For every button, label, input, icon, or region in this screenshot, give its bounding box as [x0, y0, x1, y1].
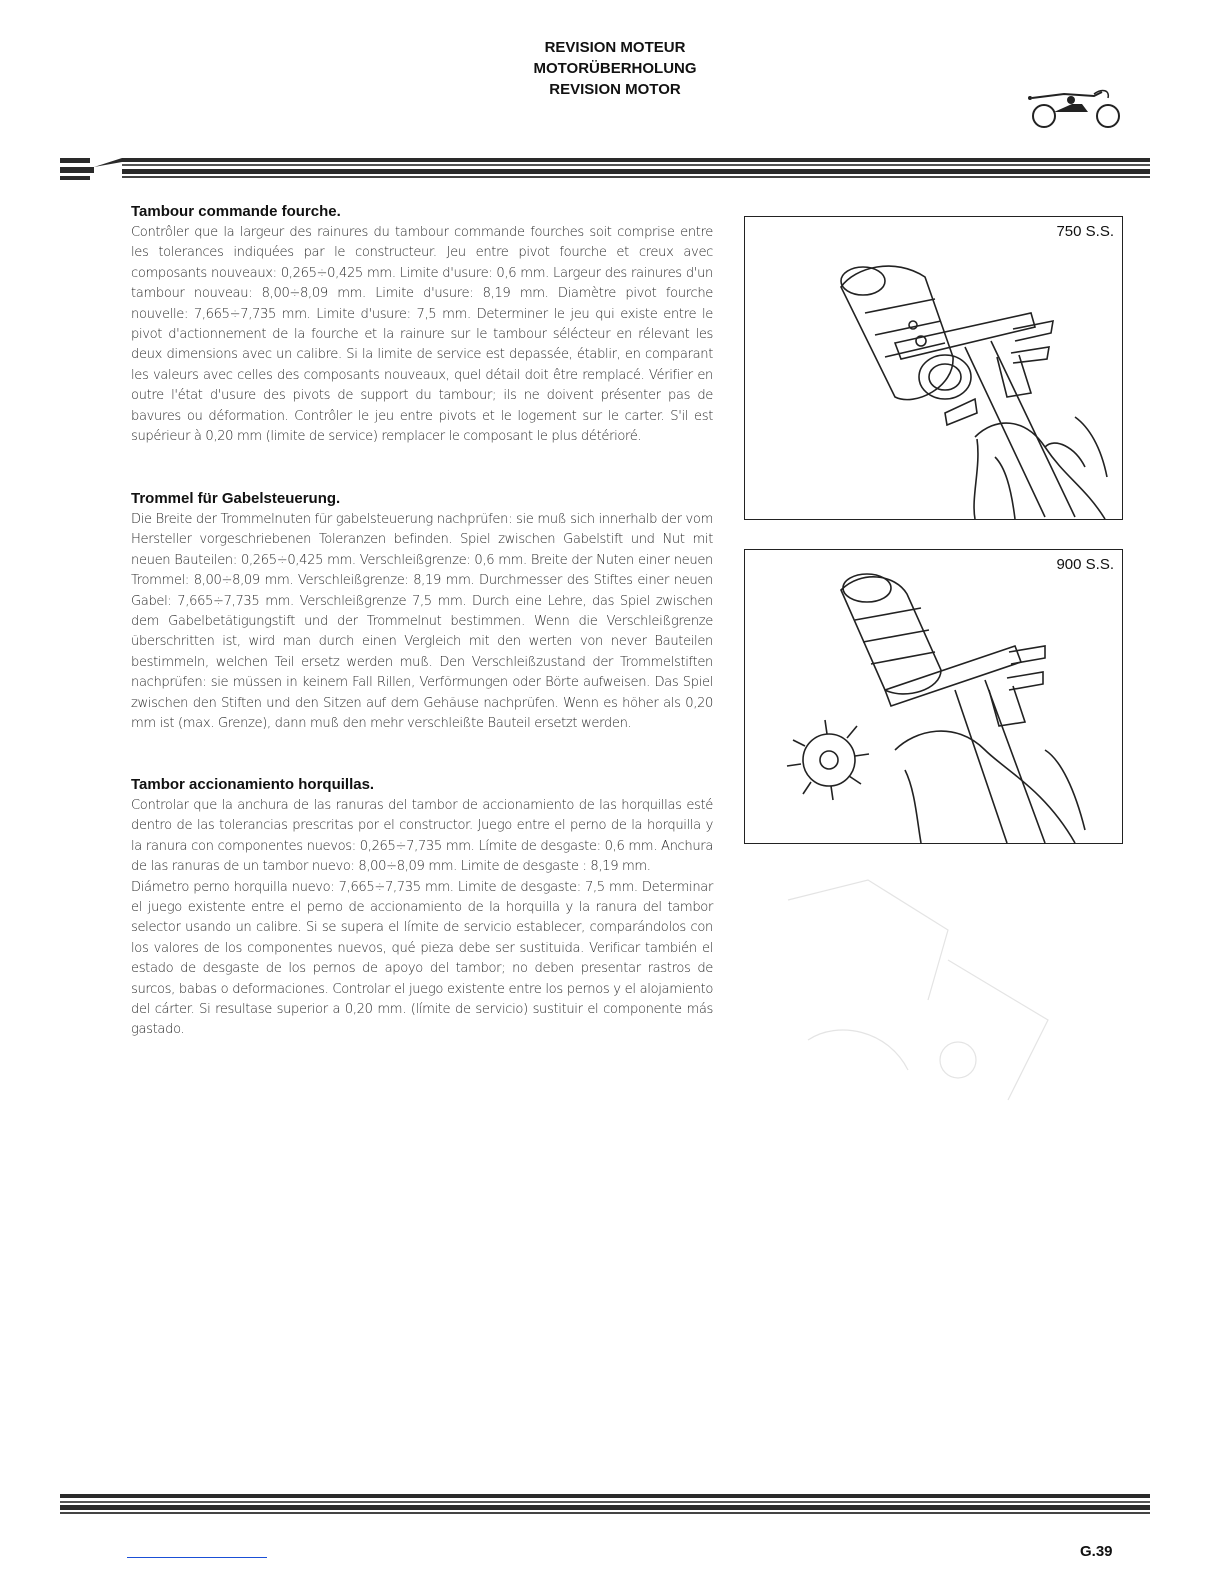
caliper-drum-gear-illustration [745, 550, 1122, 843]
section-title-fr: Tambour commande fourche. [131, 203, 341, 220]
motorcycle-icon [1024, 86, 1124, 130]
header-title-es: REVISION MOTOR [549, 81, 681, 98]
section-title-de: Trommel für Gabelsteuerung. [131, 490, 341, 507]
header-title-de: MOTORÜBERHOLUNG [533, 60, 697, 77]
section-body-de: Die Breite der Trommelnuten für gabelsteuerung nachprüfen: sie muß sich innerhalb der vom Hersteller vorgeschriebenen Toleranzen befinden. Spiel zwischen Gabelstift und Nut mit neuen Bauteilen: 0,265÷0,425 mm. Verschleißgrenze: 0,6 mm. Breite der Nuten einer neuen Trommel: 8,00÷8,09 mm. Verschleißgrenze: 8,19 mm. Durchmesser des Stiftes einer neuen Gabel: 7,665÷7,735 mm. Verschleißgrenze 7,5 mm. Durch eine Lehre, das Spiel zwischen dem Gabelbetätigungstift und der Trommelnut bestimmen. Wenn die Verschleißgrenze überschritten ist, wird man durch einen Vergleich mit den werten von never Bauteilen bestimmeln, welchen Teil ersetz werden muß. Den Verschleißzustand der Trommelstiften nachprüfen: sie müssen in keinem Fall Rillen, Verförmungen oder Börte aufweisen. Das Spiel zwischen den Stiften und den Sitzen auf dem Gehäuse nachprüfen. Wenn es höher als 0,20 mm ist (max. Grenze), dann muß den mehr verschleißte Bauteil ersetzt werden. [131, 512, 713, 732]
section-body-fr: Contrôler que la largeur des rainures du tambour commande fourches soit comprise entre les tolerances indiquées par le constructeur. Jeu entre pivot fourche et creux avec composants nouveaux: 0,265÷0,425 mm. Limite d'usure: 0,6 mm. Largeur des rainures d'un tambour nouveau: 8,00÷8,09 mm. Limite d'usure: 8,19 mm. Diamètre pivot fourche nouvelle: 7,665÷7,735 mm. Limite d'usure: 7,5 mm. Determiner le jeu qui existe entre le pivot d'actionnement de la fourche et la rainure sur le tambour sélécteur en rélevant les deux dimensions avec un calibre. Si la limite de service est depassée, établir, en comparant les valeurs avec celles des composants nouveaux, quel détail doit être remplacé. Vérifier en outre l'état d'usure des pivots de support du tambour; ils ne doivent présenter pas de bavures ou déformation. Contrôler le jeu entre pivots et le logement sur le carter. S'il est supérieur à 0,20 mm (limite de service) remplacer le composant le plus détérioré. [131, 225, 713, 445]
footer-rule [60, 1494, 1150, 1514]
header-rule [60, 158, 1150, 180]
figure-label-900: 900 S.S. [1056, 556, 1114, 573]
figure-label-750: 750 S.S. [1056, 223, 1114, 240]
header-title-fr: REVISION MOTEUR [544, 39, 686, 56]
section-german [131, 490, 713, 734]
section-body-es-2: Diámetro perno horquilla nuevo: 7,665÷7,735 mm. Limite de desgaste: 7,5 mm. Determinar el juego existente entre el perno de accionamiento de la horquilla y la ranura del tambor selector usando un calibre. Si se supera el límite de servicio establecer, comparándolos con los valores de los componentes nuevos, qué pieza debe ser sustituida. Verificar también el estado de desgaste de los pernos de apoyo del tambor; no deben presentar rastros de surcos, babas o deformaciones. Controlar el juego existente entre los pernos y el alojamiento del cárter. Si resultase superior a 0,20 mm. (límite de servicio) sustituir el componente más gastado. [131, 879, 713, 1038]
page-header [470, 37, 760, 100]
caliper-drum-illustration [745, 217, 1122, 519]
page-number: G.39 [1080, 1543, 1113, 1560]
figure-750ss [744, 216, 1123, 520]
bleed-through-sketch [748, 860, 1120, 1160]
section-french [131, 203, 713, 447]
section-body-es-1: Controlar que la anchura de las ranuras del tambor de accionamiento de las horquillas esté dentro de las tolerancias prescritas por el constructor. Juego entre el perno de la horquilla y la ranura con componentes nuevos: 0,265÷7,735 mm. Límite de desgaste: 0,6 mm. Anchura de las ranuras de un tambor nuevo: 8,00÷8,09 mm. Limite de desgaste : 8,19 mm. [131, 798, 713, 875]
section-title-es: Tambor accionamiento horquillas. [131, 776, 375, 793]
link-underline[interactable] [127, 1557, 267, 1558]
section-spanish [131, 776, 713, 1041]
figure-900ss [744, 549, 1123, 844]
